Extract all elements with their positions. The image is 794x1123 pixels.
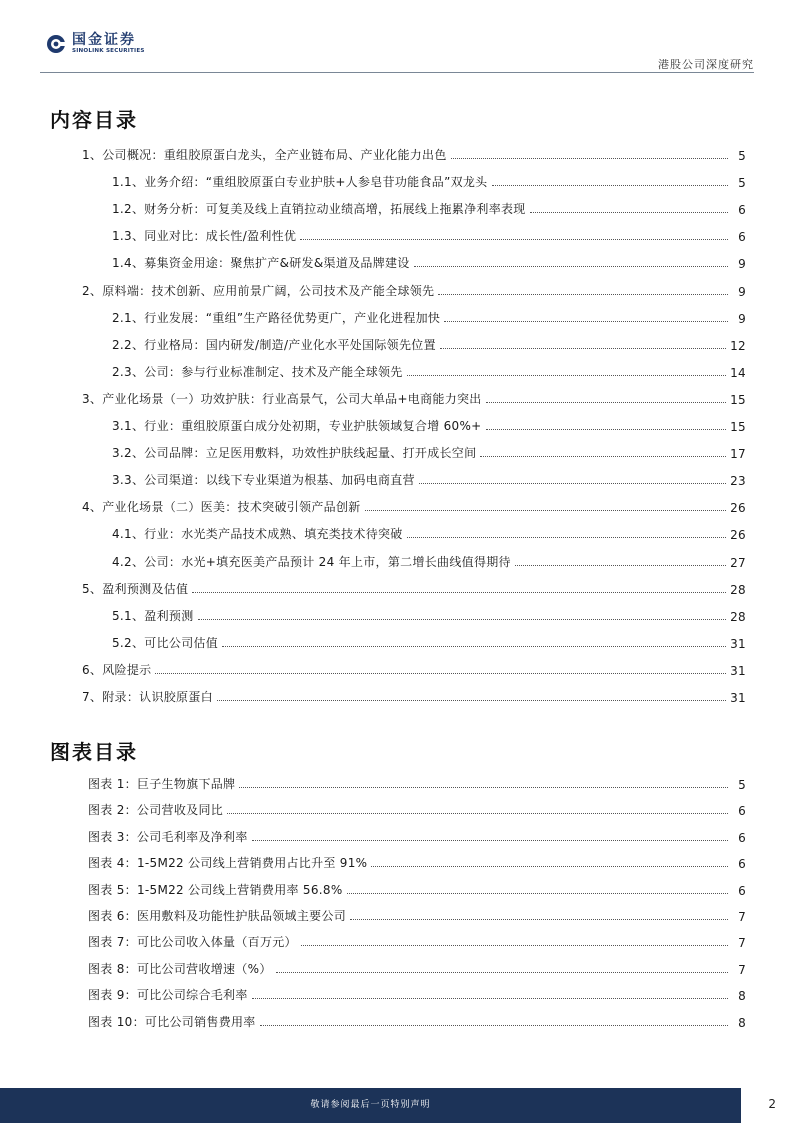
dot-leader (192, 592, 726, 593)
figure-entry-title: 1-5M22 公司线上营销费用率 56.8% (136, 882, 343, 897)
contents-entry-number: 3.2、 (112, 446, 145, 461)
dot-leader (486, 402, 727, 403)
contents-entry[interactable] (112, 306, 746, 326)
dot-leader (198, 619, 727, 620)
dot-leader (515, 565, 726, 566)
dot-leader (492, 185, 729, 186)
contents-entry-title: 公司概况：重组胶原蛋白龙头，全产业链布局、产业化能力出色 (102, 148, 447, 162)
contents-entry-title: 公司渠道：以线下专业渠道为根基、加码电商直营 (144, 473, 415, 488)
figure-entry[interactable] (88, 930, 746, 950)
figure-entry-page: 7 (738, 910, 746, 924)
contents-entry-title: 产业化场景（二）医美：技术突破引领产品创新 (102, 500, 361, 515)
footer-bar (0, 1088, 741, 1123)
contents-entry-page: 31 (730, 636, 746, 651)
contents-entry-page: 31 (730, 663, 746, 678)
dot-leader (252, 840, 728, 841)
contents-entry-title: 盈利预测 (144, 608, 194, 623)
contents-entry-page: 17 (730, 447, 746, 462)
contents-entry-number: 4.1、 (112, 527, 145, 542)
contents-entry-page: 27 (730, 555, 746, 570)
dot-leader (414, 266, 728, 267)
contents-entry[interactable] (112, 360, 746, 380)
contents-entry-page: 28 (730, 582, 746, 597)
contents-entry[interactable] (82, 577, 746, 597)
company-logo (46, 33, 145, 55)
contents-entry-title: 财务分析：可复美及线上直销拉动业绩高增，拓展线上拖累净利率表现 (144, 202, 526, 217)
contents-entry[interactable] (82, 685, 746, 705)
dot-leader (217, 700, 726, 701)
dot-leader (407, 375, 727, 376)
dot-leader (371, 866, 728, 867)
contents-entry-title: 公司：水光+填充医美产品预计 24 年上市，第二增长曲线值得期待 (144, 554, 511, 569)
figure-entry[interactable] (88, 878, 746, 898)
contents-entry-title: 可比公司估值 (144, 635, 219, 650)
dot-leader (365, 510, 727, 511)
contents-entry[interactable] (112, 170, 746, 190)
dot-leader (301, 945, 728, 946)
figure-entry-page: 7 (738, 962, 746, 977)
page-number: 2 (768, 1097, 776, 1111)
figure-entry-page: 8 (738, 989, 746, 1004)
figure-entry-title: 可比公司综合毛利率 (136, 988, 248, 1003)
contents-entry-page: 5 (738, 149, 746, 163)
contents-entry[interactable] (112, 631, 746, 651)
figure-entry-title: 可比公司销售费用率 (144, 1014, 256, 1029)
contents-entry-number: 6、 (82, 662, 103, 677)
contents-entry-page: 26 (730, 528, 746, 543)
contents-entry[interactable] (112, 414, 746, 434)
contents-entry[interactable] (112, 468, 746, 488)
dot-leader (350, 919, 728, 920)
figure-entry-number: 图表 1： (88, 777, 137, 791)
dot-leader (227, 813, 728, 814)
contents-entry[interactable] (82, 495, 746, 515)
contents-entry-number: 2.2、 (112, 337, 145, 352)
contents-entry-page: 6 (738, 230, 746, 245)
contents-entry-page: 9 (738, 284, 746, 299)
dot-leader (486, 429, 727, 430)
dot-leader (440, 348, 726, 349)
contents-entry-page: 15 (730, 392, 746, 407)
figures-title: 图表目录 (50, 740, 138, 764)
contents-entry[interactable] (112, 197, 746, 217)
contents-entry[interactable] (112, 251, 746, 271)
contents-entry-title: 公司：参与行业标准制定、技术及产能全球领先 (144, 364, 403, 379)
figure-entry-page: 8 (738, 1015, 746, 1030)
contents-entry-page: 6 (738, 203, 746, 218)
contents-entry[interactable] (112, 224, 746, 244)
contents-entry[interactable] (112, 604, 746, 624)
contents-entry-title: 募集资金用途：聚焦扩产&研发&渠道及品牌建设 (144, 256, 410, 271)
logo-emblem-icon (46, 34, 66, 54)
dot-leader (252, 998, 728, 999)
contents-entry-page: 9 (738, 311, 746, 326)
contents-entry-page: 5 (738, 176, 746, 191)
contents-entry-title: 附录：认识胶原蛋白 (102, 690, 213, 704)
figure-entry-title: 可比公司营收增速（%） (136, 961, 272, 976)
contents-entry[interactable] (112, 333, 746, 353)
contents-entry-page: 12 (730, 338, 746, 353)
figure-entry-page: 6 (738, 883, 746, 898)
contents-entry-page: 14 (730, 365, 746, 380)
contents-entry-number: 2、 (82, 283, 103, 298)
contents-entry-title: 行业：水光类产品技术成熟、填充类技术待突破 (144, 527, 403, 542)
logo-name-cn: 国金证券 (72, 32, 136, 48)
contents-entry-page: 23 (730, 474, 746, 489)
dot-leader (480, 456, 726, 457)
dot-leader (407, 537, 727, 538)
contents-entry-title: 行业：重组胶原蛋白成分处初期，专业护肤领域复合增 60%+ (144, 419, 482, 433)
contents-entry-page: 31 (730, 691, 746, 705)
dot-leader (438, 294, 728, 295)
dot-leader (300, 239, 728, 240)
logo-name-en: SINOLINK SECURITIES (72, 48, 145, 54)
contents-entry[interactable] (82, 279, 746, 299)
footer-disclaimer: 敬请参阅最后一页特别声明 (310, 1100, 431, 1110)
contents-entry-page: 26 (730, 501, 746, 516)
figure-entry[interactable] (88, 825, 746, 845)
figure-entry[interactable] (88, 983, 746, 1003)
figure-entry-title: 公司营收及同比 (136, 803, 224, 818)
contents-entry-title: 同业对比：成长性/盈利性优 (144, 229, 297, 244)
contents-entry-title: 行业格局：国内研发/制造/产业化水平处国际领先位置 (144, 337, 436, 352)
contents-entry[interactable] (82, 143, 746, 163)
figure-entry[interactable] (88, 904, 746, 924)
contents-entry-number: 3.3、 (112, 473, 145, 488)
figure-entry-number: 图表 3： (88, 829, 137, 844)
figure-entry-page: 5 (738, 778, 746, 792)
contents-entry-number: 3、 (82, 391, 103, 406)
dot-leader (260, 1025, 728, 1026)
figure-entry-number: 图表 5： (88, 882, 137, 897)
dot-leader (419, 483, 726, 484)
figure-entry-number: 图表 6： (88, 909, 137, 923)
figure-entry-page: 6 (738, 804, 746, 819)
figure-entry-page: 6 (738, 830, 746, 845)
figure-entry-page: 7 (738, 936, 746, 951)
figure-entry[interactable] (88, 798, 746, 818)
contents-entry-title: 行业发展：“重组”生产路径优势更广，产业化进程加快 (144, 310, 441, 325)
contents-entry[interactable] (112, 522, 746, 542)
contents-entry-number: 5、 (82, 581, 103, 596)
contents-entry-number: 1.1、 (112, 175, 145, 190)
contents-entry-number: 1.2、 (112, 202, 145, 217)
header-divider (40, 72, 754, 73)
contents-entry-number: 4、 (82, 500, 103, 515)
figure-entry-title: 可比公司收入体量（百万元） (136, 935, 297, 950)
contents-entry-number: 5.1、 (112, 608, 145, 623)
contents-entry[interactable] (82, 658, 746, 678)
dot-leader (347, 893, 728, 894)
dot-leader (530, 212, 728, 213)
dot-leader (155, 673, 726, 674)
contents-entry-number: 2.3、 (112, 364, 145, 379)
figure-entry[interactable] (88, 1010, 746, 1030)
dot-leader (239, 787, 728, 788)
contents-entry-number: 4.2、 (112, 554, 145, 569)
contents-entry[interactable] (82, 387, 746, 407)
figure-entry-title: 巨子生物旗下品牌 (136, 777, 236, 791)
figure-entry[interactable] (88, 851, 746, 871)
contents-title: 内容目录 (50, 108, 138, 132)
contents-entry-number: 3.1、 (112, 419, 145, 433)
figure-entry-title: 公司毛利率及净利率 (136, 829, 248, 844)
figure-entry-number: 图表 10： (88, 1014, 145, 1029)
figure-entry-number: 图表 4： (88, 856, 137, 871)
contents-entry-number: 7、 (82, 690, 103, 704)
contents-entry-page: 15 (730, 420, 746, 434)
contents-entry-title: 公司品牌：立足医用敷料，功效性护肤线起量、打开成长空间 (144, 446, 477, 461)
contents-entry-page: 9 (738, 257, 746, 272)
contents-entry-number: 1.3、 (112, 229, 145, 244)
contents-entry-page: 28 (730, 609, 746, 624)
figure-entry[interactable] (88, 772, 746, 792)
contents-entry[interactable] (112, 441, 746, 461)
figure-entry-number: 图表 9： (88, 988, 137, 1003)
figure-entry-number: 图表 7： (88, 935, 137, 950)
contents-entry-number: 1、 (82, 148, 103, 162)
figure-entry-title: 1-5M22 公司线上营销费用占比升至 91% (136, 856, 368, 871)
contents-entry[interactable] (112, 550, 746, 570)
dot-leader (444, 321, 728, 322)
contents-entry-title: 产业化场景（一）功效护肤：行业高景气，公司大单品+电商能力突出 (102, 391, 482, 406)
contents-entry-number: 5.2、 (112, 635, 145, 650)
figure-entry-page: 6 (738, 857, 746, 872)
report-type-label: 港股公司深度研究 (658, 58, 754, 71)
contents-entry-number: 2.1、 (112, 310, 145, 325)
figure-entry-number: 图表 8： (88, 961, 137, 976)
figure-entry-number: 图表 2： (88, 803, 137, 818)
figure-entry[interactable] (88, 957, 746, 977)
contents-entry-number: 1.4、 (112, 256, 145, 271)
dot-leader (276, 972, 728, 973)
figure-entry-title: 医用敷料及功能性护肤品领域主要公司 (136, 909, 347, 923)
dot-leader (451, 158, 728, 159)
contents-entry-title: 盈利预测及估值 (102, 581, 189, 596)
contents-entry-title: 业务介绍：“重组胶原蛋白专业护肤+人参皂苷功能食品”双龙头 (144, 175, 488, 190)
contents-entry-title: 原料端：技术创新、应用前景广阔，公司技术及产能全球领先 (102, 283, 435, 298)
contents-entry-title: 风险提示 (102, 662, 152, 677)
dot-leader (222, 646, 726, 647)
